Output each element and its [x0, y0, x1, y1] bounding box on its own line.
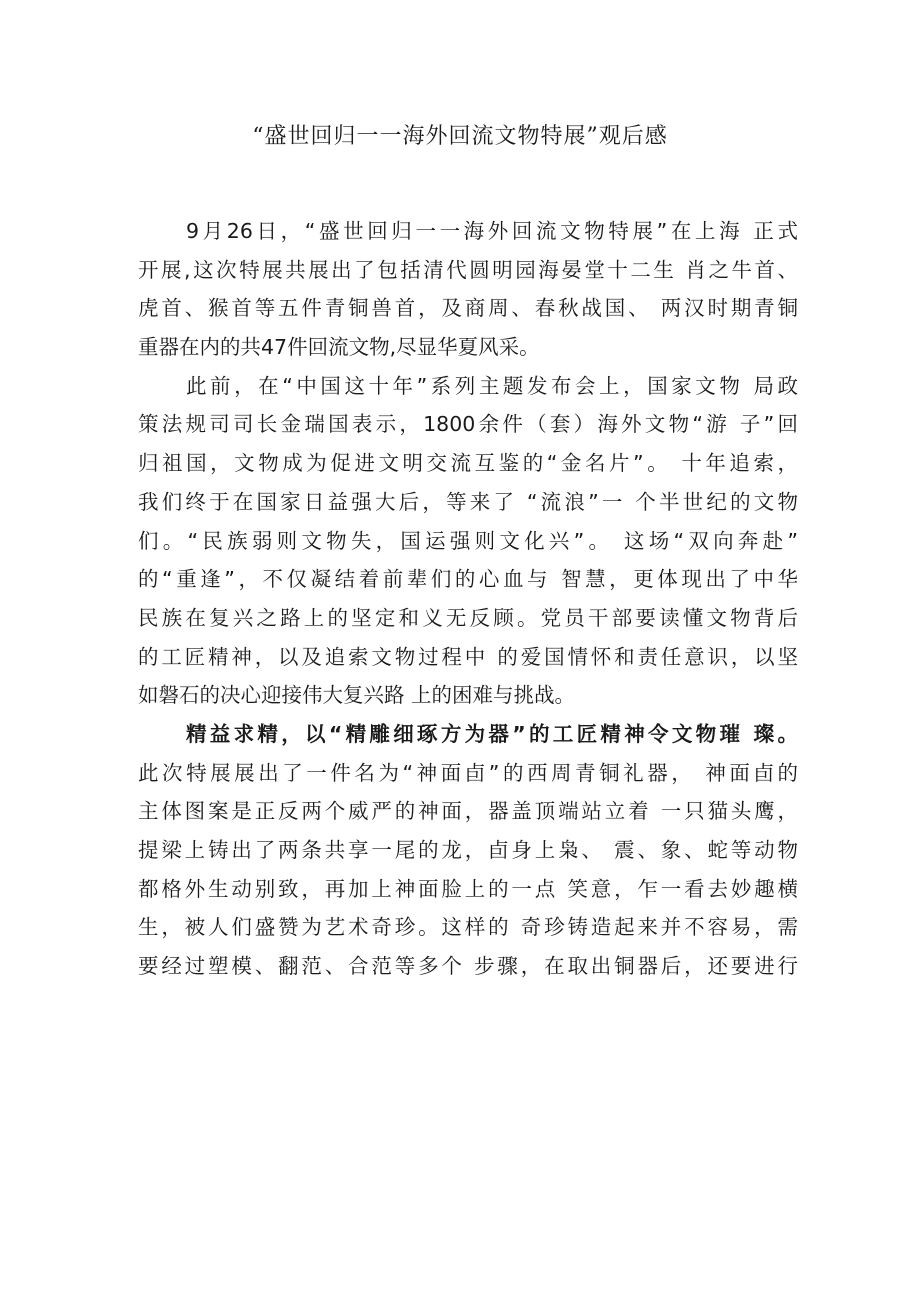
text-line: 要经过塑模、翻范、合范等多个 步骤，在取出铜器后，还要进行 — [138, 954, 798, 979]
text-line: 我们终于在国家日益强大后，等来了 “流浪”一 个半世纪的文物 — [138, 489, 798, 514]
text-line: 9月26日，“盛世回归一一海外回流文物特展”在上海 正式 — [186, 219, 798, 243]
document-body — [138, 212, 798, 986]
text-line: 们。“民族弱则文物失，国运强则文化兴”。 这场“双向奔赴” — [138, 528, 798, 553]
text-line: 策法规司司长金瑞国表示，1800余件（套）海外文物“游 子”回 — [138, 412, 798, 437]
paragraph-2 — [138, 367, 798, 715]
text-line: 归祖国，文物成为促进文明交流互鉴的“金名片”。 十年追索， — [138, 451, 798, 476]
text-line: 开展,这次特展共展出了包括清代圆明园海晏堂十二生 肖之牛首、 — [138, 257, 798, 282]
text-line: 民族在复兴之路上的坚定和义无反顾。党员干部要读懂文物背后 — [138, 605, 798, 630]
document-title: “盛世回归一一海外回流文物特展”观后感 — [252, 124, 668, 149]
text-line: 如磐石的决心迎接伟大复兴路 上的困难与挑战。 — [138, 683, 576, 708]
text-line: 此次特展展出了一件名为“神面卣”的西周青铜礼器， 神面卣的 — [138, 760, 798, 785]
text-line: 的工匠精神，以及追索文物过程中 的爱国情怀和责任意识，以坚 — [138, 644, 798, 669]
text-line: 重器在内的共47件回流文物,尽显华夏风采。 — [138, 335, 540, 360]
section-heading-line: 精益求精，以“精雕细琢方为器”的工匠精神令文物璀 璨。 — [186, 721, 798, 746]
text-line: 此前，在“中国这十年”系列主题发布会上，国家文物 局政 — [186, 373, 798, 398]
text-line: 提梁上铸出了两条共享一尾的龙，卣身上枭、 震、象、蛇等动物 — [138, 838, 798, 862]
text-line: 主体图案是正反两个威严的神面，器盖顶端站立着 一只猫头鹰， — [138, 799, 798, 824]
paragraph-3 — [138, 715, 798, 986]
text-line: 的“重逢”，不仅凝结着前辈们的心血与 智慧，更体现出了中华 — [138, 567, 798, 592]
paragraph-1 — [138, 212, 798, 367]
text-line: 生，被人们盛赞为艺术奇珍。这样的 奇珍铸造起来并不容易，需 — [138, 915, 798, 940]
text-line: 都格外生动别致，再加上神面脸上的一点 笑意，乍一看去妙趣横 — [138, 876, 798, 901]
text-line: 虎首、猴首等五件青铜兽首，及商周、春秋战国、 两汉时期青铜 — [138, 296, 798, 321]
